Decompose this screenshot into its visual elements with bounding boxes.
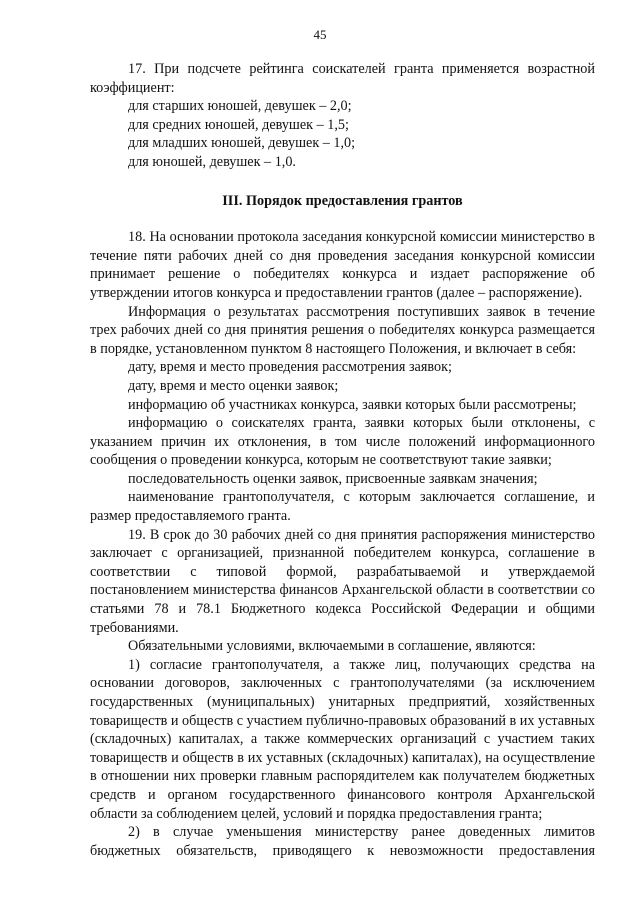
paragraph-18-info: Информация о результатах рассмотрения поступивших заявок в течение трех рабочих дней со дня принятия решения о победителях конкурса размещается в порядке, установленном пунктом 8 настоящего Положения, и включает в себя:: [90, 303, 595, 357]
info-item: дату, время и место проведения рассмотрения заявок;: [128, 359, 452, 376]
coefficient-item: для средних юношей, девушек – 1,5;: [128, 116, 349, 133]
paragraph-19: 19. В срок до 30 рабочих дней со дня принятия распоряжения министерство заключает с организацией, признанной победителем конкурса, соглашение в соответствии с типовой формой, разрабатываемой и утверждаемой постановлением министерства финансов Архангельской области в соответствии со статьями 78 и 78.1 Бюджетного кодекса Российской Федерации и общими требованиями.: [90, 526, 595, 636]
document-body: [90, 60, 595, 860]
condition-item-2: 2) в случае уменьшения министерству ранее доведенных лимитов бюджетных обязательств, приводящего к невозможности предоставления: [90, 824, 595, 859]
page-number: 45: [313, 27, 327, 42]
info-item: наименование грантополучателя, с которым заключается соглашение, и размер предоставляемого гранта.: [90, 489, 595, 525]
paragraph-17: 17. При подсчете рейтинга соискателей гранта применяется возрастной коэффициент:: [90, 61, 595, 96]
paragraph-19-conditions: Обязательными условиями, включаемыми в соглашение, являются:: [128, 638, 536, 655]
coefficient-item: для младших юношей, девушек – 1,0;: [128, 135, 356, 152]
coefficient-item: для старших юношей, девушек – 2,0;: [128, 98, 352, 115]
coefficient-item: для юношей, девушек – 1,0.: [128, 153, 296, 170]
info-item: информацию о соискателях гранта, заявки которых были отклонены, с указанием причин их отклонения, в том числе положений информационного сообщения о проведении конкурса, которым не соответствуют такие заявки;: [90, 415, 595, 469]
info-item: последовательность оценки заявок, присвоенные заявкам значения;: [128, 470, 538, 487]
paragraph-18: 18. На основании протокола заседания конкурсной комиссии министерство в течение пяти рабочих дней со дня проведения заседания конкурсной комиссии принимает решение о победителях конкурса и издает распоряжение об утверждении итогов конкурса и предоставлении грантов (далее – распоряжение).: [90, 229, 595, 301]
info-item: информацию об участниках конкурса, заявки которых были рассмотрены;: [128, 396, 577, 413]
info-item: дату, время и место оценки заявок;: [128, 377, 339, 394]
condition-item-1: 1) согласие грантополучателя, а также лиц, получающих средства на основании договоров, заключенных с грантополучателями (за исключением государственных (муниципальных) унитарных предприятий, хозяйственных товариществ и обществ с участием публично-правовых образований в их уставных (складочных) капиталах, а также коммерческих организаций с участием таких товариществ и обществ в их уставных (складочных) капиталах), на осуществление в отношении них проверки главным распорядителем как получателем бюджетных средств и органом государственного финансового контроля Архангельской области за соблюдением целей, условий и порядка предоставления гранта;: [90, 656, 596, 822]
section-heading: III. Порядок предоставления грантов: [222, 192, 463, 209]
